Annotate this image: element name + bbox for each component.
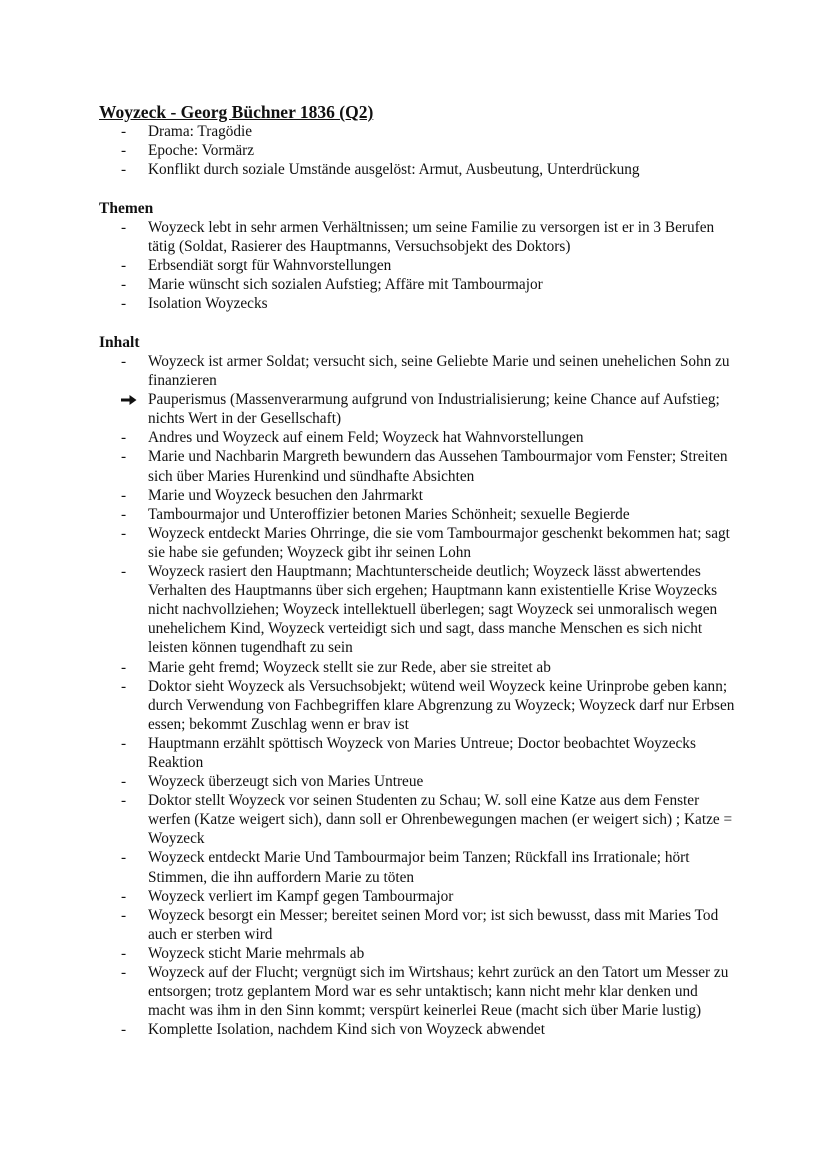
list-item-text: Tambourmajor und Unteroffizier betonen Maries Schönheit; sexuelle Begierde xyxy=(148,505,630,523)
list-item-text: Erbsendiät sorgt für Wahnvorstellungen xyxy=(148,257,392,275)
bullet-dash: - xyxy=(121,944,127,962)
list-item xyxy=(0,1020,738,1039)
bullet-dash: - xyxy=(121,677,127,695)
list-item xyxy=(0,505,738,524)
list-item xyxy=(0,658,738,677)
bullet-dash: - xyxy=(121,161,127,179)
list-item-text: Hauptmann erzählt spöttisch Woyzeck von Maries Untreue; Doctor beobachtet Woyzecks Reaktion xyxy=(148,734,696,771)
list-item-text: Woyzeck sticht Marie mehrmals ab xyxy=(148,944,365,962)
list-item xyxy=(0,428,738,447)
bullet-dash: - xyxy=(121,486,127,504)
list-item xyxy=(0,160,738,179)
list-item xyxy=(0,390,738,428)
list-item xyxy=(0,944,738,963)
bullet-dash: - xyxy=(121,295,127,313)
list-item xyxy=(0,524,738,562)
list-item xyxy=(0,352,738,390)
list-item-text: Isolation Woyzecks xyxy=(148,295,268,313)
section-heading-themen: Themen xyxy=(99,200,154,217)
list-item-text: Konflikt durch soziale Umstände ausgelöst: Armut, Ausbeutung, Unterdrückung xyxy=(148,161,640,179)
bullet-dash: - xyxy=(121,353,127,370)
bullet-dash: - xyxy=(121,658,127,676)
list-item-text: Marie geht fremd; Woyzeck stellt sie zur Rede, aber sie streitet ab xyxy=(148,658,551,676)
bullet-dash: - xyxy=(121,887,127,905)
bullet-dash: - xyxy=(121,276,127,294)
list-item xyxy=(0,772,738,791)
bullet-dash: - xyxy=(121,219,127,236)
bullet-dash: - xyxy=(121,123,127,140)
inhalt-list xyxy=(0,352,738,1039)
bullet-dash: - xyxy=(121,448,127,466)
bullet-dash: - xyxy=(121,773,127,791)
list-item-text: Komplette Isolation, nachdem Kind sich von Woyzeck abwendet xyxy=(148,1021,545,1039)
list-item xyxy=(0,294,738,313)
bullet-dash: - xyxy=(121,906,127,924)
list-item xyxy=(0,677,738,734)
list-item xyxy=(0,887,738,906)
list-item xyxy=(0,122,738,141)
list-item xyxy=(0,848,738,886)
document-title: Woyzeck - Georg Büchner 1836 (Q2) xyxy=(99,102,374,122)
list-item-text: Woyzeck rasiert den Hauptmann; Machtunterscheide deutlich; Woyzeck lässt abwertendes Verhalten des Hauptmanns über sich ergehen; Hauptmann kann existentielle Krise Woyzecks nicht nachvollziehen; Woyzeck intellektuell überlegen; sagt Woyzeck sei unmoralisch wegen unehelichem Kind, Woyzeck verteidigt sich und sagt, dass manche Menschen es sich nicht leisten können tugendhaft zu sein xyxy=(148,563,718,657)
list-item-text: Woyzeck überzeugt sich von Maries Untreue xyxy=(148,773,424,791)
bullet-dash: - xyxy=(121,563,127,581)
list-item xyxy=(0,734,738,772)
list-item xyxy=(0,562,738,657)
list-item-text: Marie und Woyzeck besuchen den Jahrmarkt xyxy=(148,486,424,504)
list-item-text: Woyzeck verliert im Kampf gegen Tambourmajor xyxy=(148,887,454,905)
list-item-text: Woyzeck entdeckt Maries Ohrringe, die sie vom Tambourmajor geschenkt bekommen hat; sagt sie habe sie gefunden; Woyzeck gibt ihr seinen Lohn xyxy=(148,524,730,561)
bullet-dash: - xyxy=(121,1021,127,1039)
list-item-text: Woyzeck besorgt ein Messer; bereitet seinen Mord vor; ist sich bewusst, dass mit Maries Tod auch er sterben wird xyxy=(148,906,719,943)
list-item-text: Pauperismus (Massenverarmung aufgrund von Industrialisierung; keine Chance auf Aufstieg; nichts Wert in der Gesellschaft) xyxy=(148,391,720,428)
list-item xyxy=(0,141,738,160)
list-item-text: Woyzeck lebt in sehr armen Verhältnissen; um seine Familie zu versorgen ist er in 3 Berufen tätig (Soldat, Rasierer des Hauptmanns, Versuchsobjekt des Doktors) xyxy=(148,219,715,256)
arrow-right-icon xyxy=(121,394,137,406)
list-item-text: Woyzeck auf der Flucht; vergnügt sich im Wirtshaus; kehrt zurück an den Tatort um Messer zu entsorgen; trotz geplantem Mord war es sehr untaktisch; kann nicht mehr klar denken und macht was ihm in den Sinn kommt; verspürt keinerlei Reue (macht sich über Marie lustig) xyxy=(148,964,729,1020)
list-item-text: Doktor stellt Woyzeck vor seinen Studenten zu Schau; W. soll eine Katze aus dem Fenster werfen (Katze weigert sich), dann soll er Ohrenbewegungen machen (er weigert sich) ; Katze = Woyzeck xyxy=(148,792,733,848)
list-item-text: Andres und Woyzeck auf einem Feld; Woyzeck hat Wahnvorstellungen xyxy=(148,429,584,447)
list-item-text: Doktor sieht Woyzeck als Versuchsobjekt; wütend weil Woyzeck keine Urinprobe geben kann; durch Verwendung von Fachbegriffen klare Abgrenzung zu Woyzeck; Woyzeck darf nur Erbsen essen; bekommt Zuschlag wenn er brav ist xyxy=(148,677,735,733)
bullet-dash: - xyxy=(121,505,127,523)
bullet-dash: - xyxy=(121,849,127,867)
list-item xyxy=(0,275,738,294)
bullet-dash: - xyxy=(121,524,127,542)
list-item xyxy=(0,256,738,275)
bullet-dash: - xyxy=(121,142,127,160)
list-item-text: Woyzeck entdeckt Marie Und Tambourmajor beim Tanzen; Rückfall ins Irrationale; hört Stimmen, die ihn auffordern Marie zu töten xyxy=(148,849,690,886)
intro-list xyxy=(0,122,738,179)
list-item xyxy=(0,791,738,848)
bullet-dash: - xyxy=(121,429,127,447)
list-item xyxy=(0,218,738,256)
list-item-text: Marie wünscht sich sozialen Aufstieg; Affäre mit Tambourmajor xyxy=(148,276,543,294)
list-item xyxy=(0,906,738,944)
bullet-dash: - xyxy=(121,964,127,981)
list-item xyxy=(0,447,738,485)
bullet-dash: - xyxy=(121,257,127,275)
list-item-text: Woyzeck ist armer Soldat; versucht sich, seine Geliebte Marie und seinen unehelichen Sohn zu finanzieren xyxy=(148,353,730,390)
list-item-text: Drama: Tragödie xyxy=(148,123,253,140)
bullet-dash: - xyxy=(121,734,127,752)
list-item-text: Marie und Nachbarin Margreth bewundern das Aussehen Tambourmajor vom Fenster; Streiten sich über Maries Hurenkind und sündhafte Absichten xyxy=(148,448,728,485)
list-item xyxy=(0,486,738,505)
bullet-dash: - xyxy=(121,792,127,810)
list-item-text: Epoche: Vormärz xyxy=(148,142,255,160)
list-item xyxy=(0,963,738,1020)
themen-list xyxy=(0,218,738,313)
section-heading-inhalt: Inhalt xyxy=(99,334,140,351)
